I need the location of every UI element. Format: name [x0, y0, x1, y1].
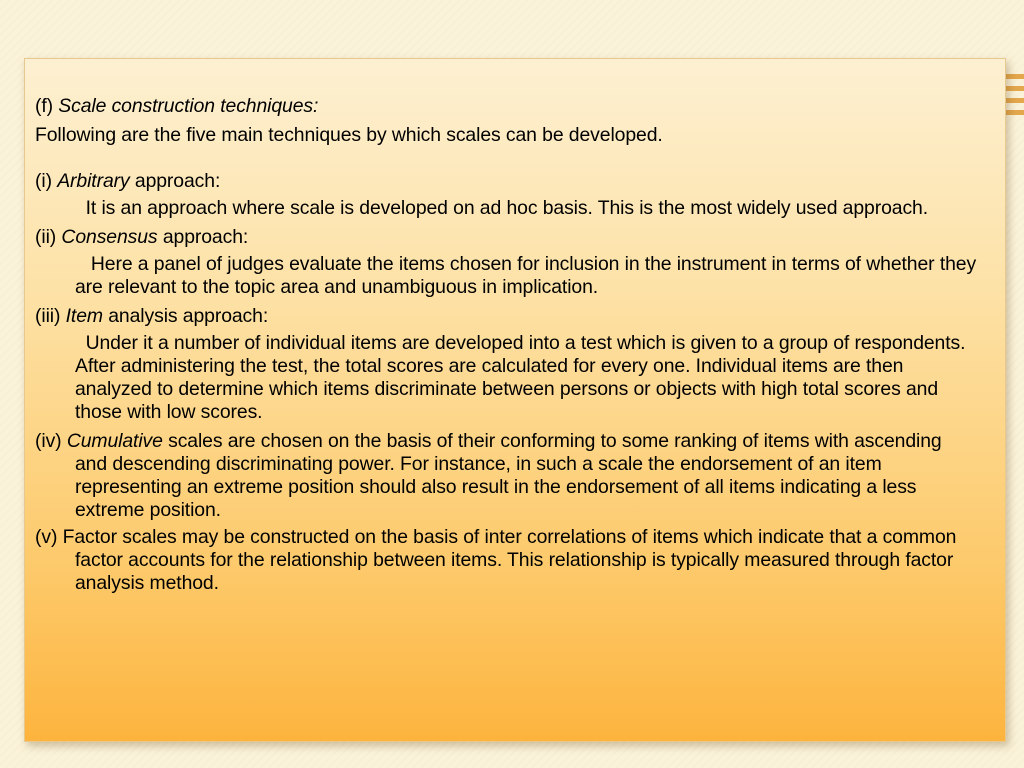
item-suffix: analysis approach: — [102, 305, 269, 327]
item-number: (i) — [35, 170, 58, 192]
item-body-item-analysis — [35, 332, 977, 424]
spacer — [35, 147, 977, 170]
item-body-consensus — [35, 253, 977, 299]
item-suffix: approach: — [157, 226, 249, 248]
item-suffix: approach: — [129, 170, 221, 192]
heading-title: Scale construction techniques: — [58, 95, 319, 117]
item-factor: (v) Factor scales may be constructed on the basis of inter correlations of items which indicate that a common factor accounts for the relationship between items. This relationship is typically measured through factor analysis method. — [35, 526, 957, 594]
heading-prefix: (f) — [35, 95, 59, 117]
item-body-arbitrary — [35, 197, 977, 220]
item-heading-arbitrary — [35, 170, 977, 193]
item-heading-consensus — [35, 226, 977, 249]
item-heading-item-analysis — [35, 305, 977, 328]
content-box — [24, 58, 1006, 742]
item-body-text: Here a panel of judges evaluate the items chosen for inclusion in the instrument in terms of whether they are relevant to the topic area and unambiguous in implication. — [75, 253, 977, 298]
intro-text: Following are the five main techniques by which scales can be developed. — [35, 124, 663, 146]
item-keyword: Cumulative — [66, 430, 163, 452]
item-number: (iii) — [35, 305, 66, 327]
item-keyword: Item — [65, 305, 103, 327]
item-body-text: It is an approach where scale is developed on ad hoc basis. This is the most widely used approach. — [85, 197, 929, 219]
item-number: (iv) — [35, 430, 67, 452]
item-number: (ii) — [35, 226, 62, 248]
item-keyword: Arbitrary — [57, 170, 130, 192]
item-body-text: Under it a number of individual items are developed into a test which is given to a group of respondents. After administering the test, the total scores are calculated for every one. Individual items are then analyzed to determine which items discriminate between persons or objects with high total scores and those with low scores. — [75, 332, 966, 423]
item-cumulative — [35, 430, 977, 522]
item-body-text: scales are chosen on the basis of their conforming to some ranking of items with ascending and descending discriminating power. For instance, in such a scale the endorsement of an item representing an extreme position should also result in the endorsement of all items indicating a less extreme position. — [75, 430, 942, 521]
section-heading — [35, 95, 977, 118]
item-keyword: Consensus — [61, 226, 158, 248]
